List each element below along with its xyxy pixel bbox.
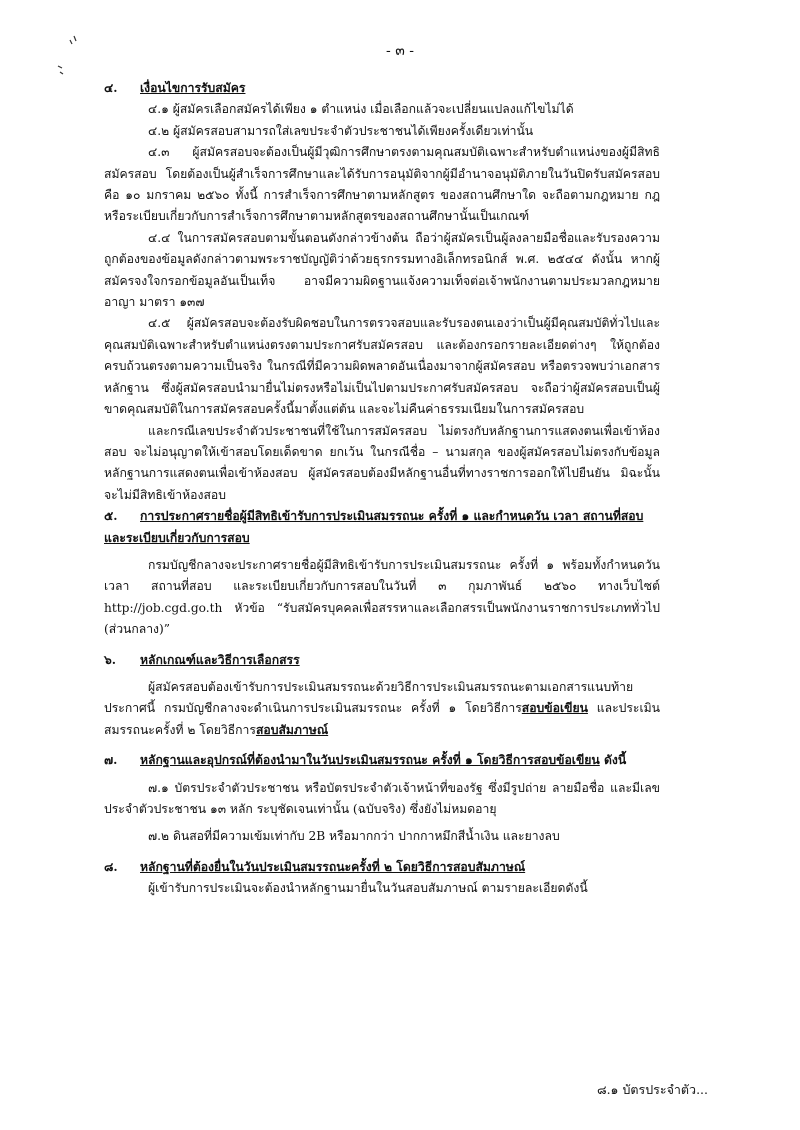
section-8-number: ๘. [104, 859, 118, 874]
document-body [104, 78, 660, 900]
section-4-item-2: ๔.๒ ผู้สมัครสอบสามารถใส่เลขประจำตัวประชาชนได้เพียงครั้งเดียวเท่านั้น [148, 123, 534, 138]
section-5-body: กรมบัญชีกลางจะประกาศรายชื่อผู้มีสิทธิเข้ารับการประเมินสมรรถนะ ครั้งที่ ๑ พร้อมทั้งกำหนดวัน เวลา สถานที่สอบ และระเบียบเกี่ยวกับการสอบในวันที่ ๓ กุมภาพันธ์ ๒๕๖๐ ทางเว็บไซต์ http://job.cgd.go.th หัวข้อ “รับสมัครบุคคลเพื่อสรรหาและเลือกสรรเป็นพนักงานราชการประเภททั่วไป (ส่วนกลาง)” [104, 557, 660, 637]
section-6-title: หลักเกณฑ์และวิธีการเลือกสรร [140, 652, 300, 667]
continuation-marker: ๘.๑ บัตรประจำตัว... [596, 1082, 708, 1097]
section-6-body [104, 677, 660, 741]
section-7-item-2: ๗.๒ ดินสอที่มีความเข้มเท่ากับ 2B หรือมากกว่า ปากกาหมึกสีน้ำเงิน และยางลบ [148, 829, 560, 844]
section-6-number: ๖. [104, 652, 116, 667]
section-5-title: การประกาศรายชื่อผู้มีสิทธิเข้ารับการประเมินสมรรถนะ ครั้งที่ ๑ และกำหนดวัน เวลา สถานที่สอบและระเบียบเกี่ยวกับการสอบ [104, 509, 644, 545]
section-4-heading [104, 78, 660, 99]
section-8-title: หลักฐานที่ต้องยื่นในวันประเมินสมรรถนะครั้งที่ ๒ โดยวิธีการสอบสัมภาษณ์ [140, 859, 526, 874]
section-6-body-part-a: ผู้สมัครสอบต้องเข้ารับการประเมินสมรรถนะด้วยวิธีการประเมินสมรรถนะตามเอกสารแนบท้ายประกาศนี้ กรมบัญชีกลางจะดำเนินการประเมินสมรรถนะ ครั้งที่ ๑ โดยวิธีการ [104, 679, 634, 716]
section-4-item-4: ๔.๔ ในการสมัครสอบตามขั้นตอนดังกล่าวข้างต้น ถือว่าผู้สมัครเป็นผู้ลงลายมือชื่อและรับรองความถูกต้องของข้อมูลดังกล่าวตามพระราชบัญญัติว่าด้วยธุรกรรมทางอิเล็กทรอนิกส์ พ.ศ. ๒๕๔๔ ดังนั้น หากผู้สมัครจงใจกรอกข้อมูลอันเป็นเท็จ อาจมีความผิดฐานแจ้งความเท็จต่อเจ้าพนักงานตามประมวลกฎหมายอาญา มาตรา ๑๓๗ [104, 230, 660, 310]
section-5-heading [104, 506, 660, 549]
section-7-item-1: ๗.๑ บัตรประจำตัวประชาชน หรือบัตรประจำตัวเจ้าหน้าที่ของรัฐ ซึ่งมีรูปถ่าย ลายมือชื่อ และมีเลขประจำตัวประชาชน ๑๓ หลัก ระบุชัดเจนเท่านั้น (ฉบับจริง) ซึ่งยังไม่หมดอายุ [104, 780, 660, 816]
page-number: - ๓ - [386, 43, 414, 59]
section-6-heading [104, 650, 660, 671]
section-8-body: ผู้เข้ารับการประเมินจะต้องนำหลักฐานมายื่นในวันสอบสัมภาษณ์ ตามรายละเอียดดังนี้ [148, 881, 588, 896]
section-4-item-3: ๔.๓ ผู้สมัครสอบจะต้องเป็นผู้มีวุฒิการศึกษาตรงตามคุณสมบัติเฉพาะสำหรับตำแหน่งของผู้มีสิทธิสมัครสอบ โดยต้องเป็นผู้สำเร็จการศึกษาและได้รับการอนุมัติจากผู้มีอำนาจอนุมัติภายในวันปิดรับสมัครสอบ คือ ๑๐ มกราคม ๒๕๖๐ ทั้งนี้ การสำเร็จการศึกษาตามหลักสูตร ของสถานศึกษาใด จะถือตามกฎหมาย กฎหรือระเบียบเกี่ยวกับการสำเร็จการศึกษาตามหลักสูตรของสถานศึกษานั้นเป็นเกณฑ์ [104, 145, 660, 224]
section-5-number: ๕. [104, 509, 118, 524]
section-4-item-1: ๔.๑ ผู้สมัครเลือกสมัครได้เพียง ๑ ตำแหน่ง เมื่อเลือกแล้วจะเปลี่ยนแปลงแก้ไขไม่ได้ [148, 102, 574, 117]
section-4-title: เงื่อนไขการรับสมัคร [140, 81, 246, 95]
section-4-number: ๔. [104, 81, 118, 95]
section-4-note: และกรณีเลขประจำตัวประชาชนที่ใช้ในการสมัครสอบ ไม่ตรงกับหลักฐานการแสดงตนเพื่อเข้าห้องสอบ จะไม่อนุญาตให้เข้าสอบโดยเด็ดขาด ยกเว้น ในกรณีชื่อ – นามสกุล ของผู้สมัครสอบไม่ตรงกับข้อมูลหลักฐานการแสดงตนเพื่อเข้าห้องสอบ ผู้สมัครสอบต้องมีหลักฐานอื่นที่ทางราชการออกให้ไปยืนยัน มิฉะนั้นจะไม่มีสิทธิเข้าห้องสอบ [104, 423, 660, 502]
section-7-title-suffix: ดังนี้ [599, 753, 627, 768]
section-4-item-5: ๔.๕ ผู้สมัครสอบจะต้องรับผิดชอบในการตรวจสอบและรับรองตนเองว่าเป็นผู้มีคุณสมบัติทั่วไปและคุณสมบัติเฉพาะสำหรับตำแหน่งตรงตามประกาศรับสมัครสอบ และต้องกรอกรายละเอียดต่างๆ ให้ถูกต้องครบถ้วนตรงตามความเป็นจริง ในกรณีที่มีความผิดพลาดอันเนื่องมาจากผู้สมัครสอบ หรือตรวจพบว่าเอกสารหลักฐาน ซึ่งผู้สมัครสอบนำมายื่นไม่ตรงหรือไม่เป็นไปตามประกาศรับสมัครสอบ จะถือว่าผู้สมัครสอบเป็นผู้ขาดคุณสมบัติในการสมัครสอบครั้งนี้มาตั้งแต่ต้น และจะไม่คืนค่าธรรมเนียมในการสมัครสอบ [104, 316, 660, 417]
section-6-method-interview: สอบสัมภาษณ์ [255, 722, 329, 737]
section-6-method-written: สอบข้อเขียน [521, 701, 588, 716]
section-7-title: หลักฐานและอุปกรณ์ที่ต้องนำมาในวันประเมินสมรรถนะ ครั้งที่ ๑ โดยวิธีการสอบข้อเขียน [140, 753, 600, 768]
section-8-heading [104, 857, 660, 878]
section-7-heading [104, 750, 660, 771]
section-6-body-part-b: และประเมินสมรรถนะครั้งที่ ๒ โดยวิธีการ [104, 701, 660, 737]
section-7-number: ๗. [104, 753, 118, 768]
